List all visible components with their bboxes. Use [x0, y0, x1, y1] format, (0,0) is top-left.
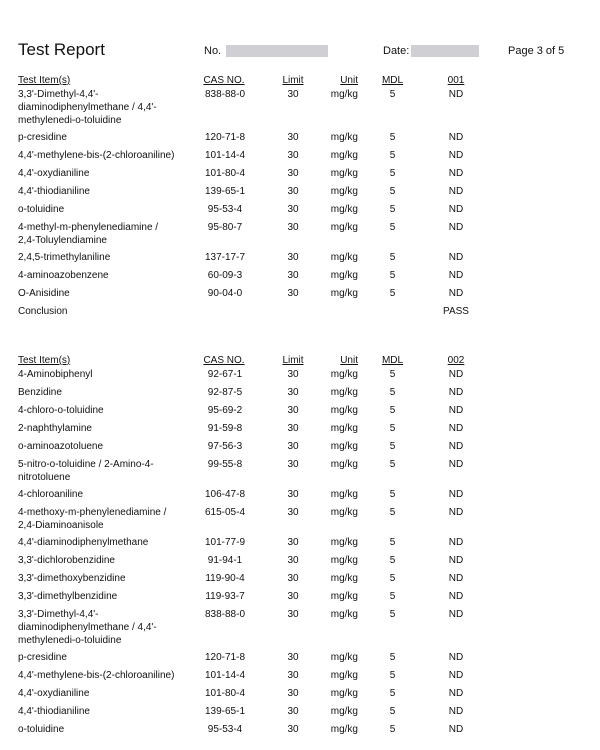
cell-limit: 30 [287, 405, 299, 416]
cell-unit: mg/kg [330, 405, 358, 416]
cell-cas-number: 119-93-7 [205, 591, 245, 602]
cell-result: ND [448, 555, 464, 566]
cell-result: ND [448, 288, 464, 299]
cell-test-item: 4-methyl-m-phenylenediamine / 2,4-Toluylendiamine [18, 222, 159, 246]
cell-cas-number: 101-14-4 [204, 670, 246, 681]
results-table-001 [0, 74, 600, 323]
cell-mdl: 5 [389, 724, 396, 735]
cell-result: ND [448, 537, 464, 548]
cell-test-item: o-aminoazotoluene [18, 441, 104, 452]
cell-unit: mg/kg [330, 489, 358, 500]
cell-unit: mg/kg [330, 688, 358, 699]
cell-cas-number: 95-80-7 [207, 222, 243, 233]
conclusion-value: PASS [443, 306, 469, 317]
cell-cas-number: 838-88-0 [204, 609, 246, 620]
cell-cas-number: 95-69-2 [207, 405, 243, 416]
page-number: Page 3 of 5 [508, 45, 565, 57]
cell-mdl: 5 [389, 186, 396, 197]
column-header-cas: CAS NO. [203, 355, 245, 366]
cell-limit: 30 [287, 89, 299, 100]
cell-unit: mg/kg [330, 441, 358, 452]
cell-cas-number: 99-55-8 [207, 459, 243, 470]
table-row [0, 167, 600, 185]
table-row [0, 590, 600, 608]
cell-mdl: 5 [389, 168, 396, 179]
cell-test-item: 4-chloroaniline [18, 489, 84, 500]
cell-result: ND [448, 706, 464, 717]
cell-mdl: 5 [389, 489, 396, 500]
cell-test-item: 4-Aminobiphenyl [18, 369, 93, 380]
cell-result: ND [448, 489, 464, 500]
report-number-redacted [226, 45, 328, 57]
cell-limit: 30 [287, 423, 299, 434]
cell-limit: 30 [287, 288, 299, 299]
column-header-unit: Unit [340, 355, 358, 366]
table-row [0, 422, 600, 440]
table-row [0, 572, 600, 590]
cell-cas-number: 101-77-9 [204, 537, 246, 548]
cell-cas-number: 106-47-8 [204, 489, 246, 500]
cell-mdl: 5 [389, 222, 396, 233]
column-header-sample: 002 [447, 355, 465, 366]
cell-unit: mg/kg [330, 555, 358, 566]
table-row [0, 536, 600, 554]
report-number-label: No. [204, 45, 222, 57]
cell-mdl: 5 [389, 369, 396, 380]
cell-cas-number: 60-09-3 [207, 270, 243, 281]
cell-test-item: Benzidine [18, 387, 62, 398]
cell-mdl: 5 [389, 204, 396, 215]
cell-result: ND [448, 168, 464, 179]
table-row [0, 458, 600, 488]
cell-limit: 30 [287, 609, 299, 620]
cell-unit: mg/kg [330, 609, 358, 620]
cell-limit: 30 [287, 204, 299, 215]
table-row [0, 131, 600, 149]
table-row [0, 269, 600, 287]
cell-test-item: 2-naphthylamine [18, 423, 92, 434]
cell-limit: 30 [287, 670, 299, 681]
cell-test-item: 4-chloro-o-toluidine [18, 405, 104, 416]
table-row [0, 651, 600, 669]
cell-limit: 30 [287, 459, 299, 470]
table-row [0, 506, 600, 536]
cell-limit: 30 [287, 555, 299, 566]
cell-mdl: 5 [389, 288, 396, 299]
table-row [0, 203, 600, 221]
cell-result: ND [448, 724, 464, 735]
table-row [0, 88, 600, 131]
cell-unit: mg/kg [330, 507, 358, 518]
cell-cas-number: 101-80-4 [204, 168, 246, 179]
table-row [0, 287, 600, 305]
cell-cas-number: 92-67-1 [207, 369, 243, 380]
column-header-limit: Limit [282, 75, 304, 86]
table-row [0, 404, 600, 422]
table-header [0, 354, 600, 368]
cell-unit: mg/kg [330, 252, 358, 263]
cell-unit: mg/kg [330, 222, 358, 233]
cell-limit: 30 [287, 591, 299, 602]
column-header-mdl: MDL [381, 75, 404, 86]
cell-result: ND [448, 688, 464, 699]
cell-result: ND [448, 591, 464, 602]
cell-cas-number: 119-90-4 [205, 573, 245, 584]
cell-test-item: 3,3'-Dimethyl-4,4'-diaminodiphenylmethane / 4,4'-methylenedi-o-toluidine [18, 609, 157, 646]
cell-test-item: 3,3'-Dimethyl-4,4'-diaminodiphenylmethane / 4,4'-methylenedi-o-toluidine [18, 89, 157, 126]
cell-limit: 30 [287, 441, 299, 452]
cell-test-item: 4,4'-diaminodiphenylmethane [18, 537, 149, 548]
cell-cas-number: 91-59-8 [207, 423, 243, 434]
cell-mdl: 5 [389, 252, 396, 263]
cell-unit: mg/kg [330, 168, 358, 179]
cell-result: ND [448, 459, 464, 470]
cell-cas-number: 97-56-3 [207, 441, 243, 452]
column-header-item: Test Item(s) [18, 75, 71, 86]
cell-result: ND [448, 252, 464, 263]
cell-limit: 30 [287, 252, 299, 263]
cell-limit: 30 [287, 507, 299, 518]
cell-cas-number: 91-94-1 [207, 555, 243, 566]
cell-test-item: 2,4,5-trimethylaniline [18, 252, 111, 263]
cell-mdl: 5 [389, 423, 396, 434]
cell-result: ND [448, 150, 464, 161]
cell-test-item: 4,4'-oxydianiline [18, 168, 90, 179]
cell-mdl: 5 [389, 591, 396, 602]
cell-limit: 30 [287, 706, 299, 717]
cell-cas-number: 137-17-7 [204, 252, 246, 263]
cell-test-item: 4,4'-thiodianiline [18, 706, 90, 717]
table-row [0, 687, 600, 705]
cell-test-item: 4-aminoazobenzene [18, 270, 109, 281]
cell-unit: mg/kg [330, 204, 358, 215]
cell-limit: 30 [287, 573, 299, 584]
cell-result: ND [448, 573, 464, 584]
cell-result: ND [448, 507, 464, 518]
cell-mdl: 5 [389, 387, 396, 398]
table-row [0, 386, 600, 404]
table-row [0, 723, 600, 741]
cell-cas-number: 101-80-4 [204, 688, 246, 699]
cell-unit: mg/kg [330, 423, 358, 434]
cell-unit: mg/kg [330, 270, 358, 281]
cell-limit: 30 [287, 222, 299, 233]
cell-limit: 30 [287, 724, 299, 735]
table-row [0, 368, 600, 386]
cell-cas-number: 139-65-1 [204, 186, 246, 197]
cell-limit: 30 [287, 369, 299, 380]
cell-test-item: 4,4'-thiodianiline [18, 186, 90, 197]
cell-test-item: 5-nitro-o-toluidine / 2-Amino-4-nitrotoluene [18, 459, 154, 483]
table-row [0, 488, 600, 506]
cell-mdl: 5 [389, 609, 396, 620]
table-row [0, 185, 600, 203]
cell-mdl: 5 [389, 652, 396, 663]
cell-mdl: 5 [389, 670, 396, 681]
cell-unit: mg/kg [330, 670, 358, 681]
cell-test-item: 4,4'-methylene-bis-(2-chloroaniline) [18, 150, 175, 161]
column-header-cas: CAS NO. [203, 75, 245, 86]
cell-limit: 30 [287, 688, 299, 699]
cell-limit: 30 [287, 387, 299, 398]
cell-test-item: p-cresidine [18, 652, 67, 663]
cell-result: ND [448, 670, 464, 681]
table-row [0, 705, 600, 723]
cell-result: ND [448, 423, 464, 434]
table-header [0, 74, 600, 88]
conclusion-label: Conclusion [18, 306, 68, 317]
cell-result: ND [448, 652, 464, 663]
cell-result: ND [448, 204, 464, 215]
date-label: Date: [383, 45, 410, 57]
cell-limit: 30 [287, 132, 299, 143]
cell-mdl: 5 [389, 537, 396, 548]
cell-cas-number: 95-53-4 [207, 724, 243, 735]
cell-cas-number: 120-71-8 [204, 132, 246, 143]
column-header-sample: 001 [447, 75, 465, 86]
cell-cas-number: 120-71-8 [204, 652, 246, 663]
cell-test-item: 3,3'-dichlorobenzidine [18, 555, 115, 566]
cell-cas-number: 90-04-0 [207, 288, 243, 299]
cell-cas-number: 139-65-1 [204, 706, 246, 717]
table-body [0, 88, 600, 305]
column-header-unit: Unit [340, 75, 358, 86]
cell-limit: 30 [287, 186, 299, 197]
cell-unit: mg/kg [330, 89, 358, 100]
cell-mdl: 5 [389, 688, 396, 699]
date-redacted [411, 45, 479, 57]
table-row [0, 669, 600, 687]
cell-mdl: 5 [389, 706, 396, 717]
cell-result: ND [448, 89, 464, 100]
cell-mdl: 5 [389, 270, 396, 281]
cell-mdl: 5 [389, 555, 396, 566]
cell-mdl: 5 [389, 89, 396, 100]
cell-cas-number: 95-53-4 [207, 204, 243, 215]
cell-unit: mg/kg [330, 387, 358, 398]
cell-unit: mg/kg [330, 573, 358, 584]
table-row [0, 251, 600, 269]
cell-result: ND [448, 609, 464, 620]
cell-test-item: 3,3'-dimethoxybenzidine [18, 573, 126, 584]
cell-cas-number: 101-14-4 [204, 150, 246, 161]
cell-unit: mg/kg [330, 652, 358, 663]
cell-test-item: o-toluidine [18, 204, 65, 215]
cell-cas-number: 92-87-5 [207, 387, 243, 398]
cell-unit: mg/kg [330, 150, 358, 161]
cell-unit: mg/kg [330, 369, 358, 380]
cell-mdl: 5 [389, 441, 396, 452]
cell-unit: mg/kg [330, 537, 358, 548]
column-header-mdl: MDL [381, 355, 404, 366]
cell-mdl: 5 [389, 573, 396, 584]
cell-test-item: 4,4'-methylene-bis-(2-chloroaniline) [18, 670, 175, 681]
column-header-limit: Limit [282, 355, 304, 366]
cell-mdl: 5 [389, 507, 396, 518]
cell-test-item: 3,3'-dimethylbenzidine [18, 591, 118, 602]
cell-unit: mg/kg [330, 186, 358, 197]
cell-test-item: 4-methoxy-m-phenylenediamine / 2,4-Diaminoanisole [18, 507, 167, 531]
results-table-002 [0, 354, 600, 741]
cell-mdl: 5 [389, 150, 396, 161]
cell-result: ND [448, 222, 464, 233]
cell-mdl: 5 [389, 405, 396, 416]
cell-test-item: O-Anisidine [18, 288, 70, 299]
cell-result: ND [448, 441, 464, 452]
cell-result: ND [448, 132, 464, 143]
cell-test-item: p-cresidine [18, 132, 67, 143]
cell-limit: 30 [287, 489, 299, 500]
cell-limit: 30 [287, 270, 299, 281]
table-row [0, 221, 600, 251]
column-header-item: Test Item(s) [18, 355, 71, 366]
cell-limit: 30 [287, 652, 299, 663]
cell-test-item: 4,4'-oxydianiline [18, 688, 90, 699]
cell-limit: 30 [287, 537, 299, 548]
cell-unit: mg/kg [330, 724, 358, 735]
cell-unit: mg/kg [330, 591, 358, 602]
cell-result: ND [448, 405, 464, 416]
page-title: Test Report [18, 40, 105, 59]
conclusion-row [0, 305, 600, 323]
cell-result: ND [448, 186, 464, 197]
table-row [0, 149, 600, 167]
report-header [0, 40, 600, 64]
cell-unit: mg/kg [330, 288, 358, 299]
table-row [0, 608, 600, 651]
cell-cas-number: 838-88-0 [204, 89, 246, 100]
cell-unit: mg/kg [330, 706, 358, 717]
cell-result: ND [448, 369, 464, 380]
cell-mdl: 5 [389, 132, 396, 143]
cell-unit: mg/kg [330, 132, 358, 143]
cell-limit: 30 [287, 168, 299, 179]
cell-unit: mg/kg [330, 459, 358, 470]
table-row [0, 554, 600, 572]
cell-cas-number: 615-05-4 [204, 507, 246, 518]
cell-mdl: 5 [389, 459, 396, 470]
cell-result: ND [448, 387, 464, 398]
table-row [0, 440, 600, 458]
table-body [0, 368, 600, 741]
cell-limit: 30 [287, 150, 299, 161]
cell-result: ND [448, 270, 464, 281]
cell-test-item: o-toluidine [18, 724, 65, 735]
